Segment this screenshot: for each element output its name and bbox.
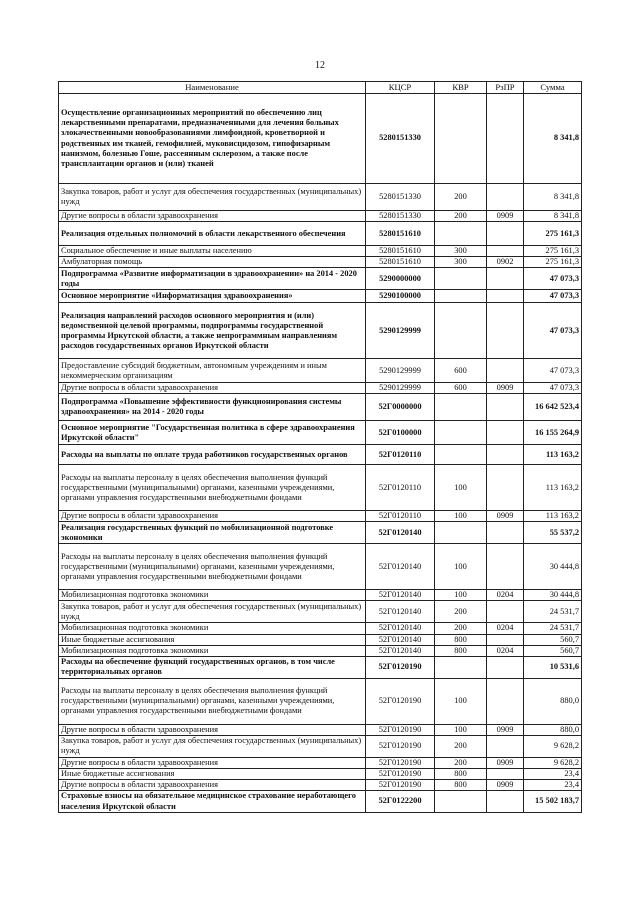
table-row [59, 445, 582, 465]
cell-sum: 880,0 [524, 678, 582, 724]
cell-kcsr: 52Г0120140 [366, 601, 435, 623]
cell-sum: 47 073,3 [524, 268, 582, 290]
table-row [59, 757, 582, 768]
cell-kvr [435, 656, 487, 678]
table-row [59, 791, 582, 813]
header-kvr: КВР [435, 82, 487, 94]
cell-name: Закупка товаров, работ и услуг для обеспечения государственных (муниципальных) нужд [59, 184, 366, 211]
cell-sum: 8 341,8 [524, 184, 582, 211]
cell-rzpr: 0204 [487, 590, 524, 601]
table-body [59, 94, 582, 813]
cell-kvr: 200 [435, 623, 487, 634]
cell-name: Реализация государственных функций по мобилизационной подготовке экономики [59, 522, 366, 544]
table-row [59, 522, 582, 544]
cell-kvr [435, 94, 487, 184]
cell-kcsr: 52Г0120110 [366, 465, 435, 511]
cell-sum: 16 155 264,9 [524, 421, 582, 445]
table-row [59, 257, 582, 268]
cell-sum: 9 628,2 [524, 757, 582, 768]
cell-rzpr [487, 791, 524, 813]
cell-kvr [435, 522, 487, 544]
table-row [59, 511, 582, 522]
table-row [59, 268, 582, 290]
cell-kcsr: 5280151330 [366, 211, 435, 222]
cell-sum: 275 161,3 [524, 257, 582, 268]
cell-sum: 275 161,3 [524, 246, 582, 257]
cell-kvr: 300 [435, 246, 487, 257]
cell-name: Другие вопросы в области здравоохранения [59, 211, 366, 222]
cell-kcsr: 52Г0120110 [366, 445, 435, 465]
cell-kcsr: 5280151610 [366, 246, 435, 257]
cell-name: Основное мероприятие «Информатизация здравоохранения» [59, 290, 366, 303]
cell-sum: 16 642 523,4 [524, 394, 582, 421]
cell-name: Реализация направлений расходов основного мероприятия и (или) ведомственной целевой программы, подпрограммы государственной программы Иркутской области, а также непрограммным направлениям расходов государственных органов Иркутской области [59, 303, 366, 359]
cell-kcsr: 5290129999 [366, 359, 435, 383]
table-row [59, 359, 582, 383]
cell-rzpr [487, 522, 524, 544]
cell-sum: 560,7 [524, 634, 582, 645]
cell-name: Другие вопросы в области здравоохранения [59, 383, 366, 394]
cell-rzpr [487, 735, 524, 757]
cell-sum: 9 628,2 [524, 735, 582, 757]
table-row [59, 779, 582, 790]
cell-name: Основное мероприятие "Государственная политика в сфере здравоохранения Иркутской области" [59, 421, 366, 445]
cell-sum: 8 341,8 [524, 211, 582, 222]
table-row [59, 768, 582, 779]
cell-kvr [435, 394, 487, 421]
cell-kvr: 100 [435, 724, 487, 735]
cell-rzpr: 0909 [487, 211, 524, 222]
table-row [59, 465, 582, 511]
table-row [59, 656, 582, 678]
cell-kvr: 100 [435, 511, 487, 522]
cell-kcsr: 52Г0120140 [366, 645, 435, 656]
table-row [59, 246, 582, 257]
cell-rzpr [487, 94, 524, 184]
table-row [59, 222, 582, 246]
cell-rzpr [487, 678, 524, 724]
table-row [59, 211, 582, 222]
cell-kvr [435, 268, 487, 290]
table-row [59, 544, 582, 590]
cell-kcsr: 52Г0120140 [366, 590, 435, 601]
cell-kcsr: 5290129999 [366, 303, 435, 359]
cell-rzpr: 0902 [487, 257, 524, 268]
cell-kvr: 200 [435, 757, 487, 768]
cell-sum: 560,7 [524, 645, 582, 656]
cell-sum: 113 163,2 [524, 445, 582, 465]
cell-name: Другие вопросы в области здравоохранения [59, 511, 366, 522]
cell-sum: 30 444,8 [524, 590, 582, 601]
header-kcsr: КЦСР [366, 82, 435, 94]
cell-kvr: 100 [435, 544, 487, 590]
cell-kvr [435, 290, 487, 303]
cell-kcsr: 52Г0000000 [366, 394, 435, 421]
cell-kcsr: 52Г0120140 [366, 522, 435, 544]
cell-kcsr: 5290100000 [366, 290, 435, 303]
cell-name: Расходы на выплаты персоналу в целях обеспечения выполнения функций государственными (муниципальными) органами, казенными учреждениями, органами управления государственными внебюджетными фондами [59, 465, 366, 511]
cell-sum: 8 341,8 [524, 94, 582, 184]
table-row [59, 383, 582, 394]
cell-kcsr: 52Г0120190 [366, 757, 435, 768]
cell-kvr [435, 222, 487, 246]
cell-kcsr: 52Г0120140 [366, 544, 435, 590]
cell-name: Иные бюджетные ассигнования [59, 634, 366, 645]
cell-kvr: 600 [435, 383, 487, 394]
header-rzpr: РзПР [487, 82, 524, 94]
cell-kcsr: 52Г0120190 [366, 656, 435, 678]
table-row [59, 601, 582, 623]
cell-rzpr [487, 601, 524, 623]
table-row [59, 724, 582, 735]
cell-kvr: 800 [435, 645, 487, 656]
cell-kcsr: 5280151610 [366, 257, 435, 268]
cell-sum: 24 531,7 [524, 623, 582, 634]
table-row [59, 184, 582, 211]
page-number: 12 [315, 60, 325, 71]
cell-rzpr: 0204 [487, 645, 524, 656]
cell-sum: 47 073,3 [524, 303, 582, 359]
cell-rzpr [487, 445, 524, 465]
cell-rzpr [487, 768, 524, 779]
cell-rzpr [487, 222, 524, 246]
cell-rzpr: 0909 [487, 757, 524, 768]
cell-kvr [435, 445, 487, 465]
cell-kvr [435, 303, 487, 359]
cell-name: Страховые взносы на обязательное медицинское страхование неработающего населения Иркутской области [59, 791, 366, 813]
cell-rzpr: 0909 [487, 779, 524, 790]
cell-kcsr: 5280151610 [366, 222, 435, 246]
cell-kvr: 800 [435, 768, 487, 779]
cell-kcsr: 52Г0120140 [366, 634, 435, 645]
cell-name: Мобилизационная подготовка экономики [59, 645, 366, 656]
cell-rzpr: 0909 [487, 383, 524, 394]
cell-name: Амбулаторная помощь [59, 257, 366, 268]
cell-name: Подпрограмма «Повышение эффективности функционирования системы здравоохранения» на 2014 - 2020 годы [59, 394, 366, 421]
cell-sum: 113 163,2 [524, 465, 582, 511]
cell-name: Реализация отдельных полномочий в области лекарственного обеспечения [59, 222, 366, 246]
table-row [59, 421, 582, 445]
cell-kcsr: 52Г0120140 [366, 623, 435, 634]
cell-kvr: 100 [435, 465, 487, 511]
cell-name: Мобилизационная подготовка экономики [59, 623, 366, 634]
cell-rzpr [487, 290, 524, 303]
cell-sum: 47 073,3 [524, 359, 582, 383]
table-row [59, 94, 582, 184]
table-row [59, 590, 582, 601]
cell-rzpr [487, 303, 524, 359]
cell-sum: 30 444,8 [524, 544, 582, 590]
cell-rzpr: 0909 [487, 511, 524, 522]
cell-rzpr [487, 634, 524, 645]
cell-sum: 47 073,3 [524, 290, 582, 303]
cell-kcsr: 52Г0120190 [366, 768, 435, 779]
table-row [59, 394, 582, 421]
header-name: Наименование [59, 82, 366, 94]
cell-sum: 24 531,7 [524, 601, 582, 623]
cell-rzpr [487, 421, 524, 445]
cell-rzpr [487, 656, 524, 678]
table-row [59, 290, 582, 303]
table-row [59, 678, 582, 724]
cell-name: Закупка товаров, работ и услуг для обеспечения государственных (муниципальных) нужд [59, 735, 366, 757]
cell-kvr [435, 421, 487, 445]
cell-name: Закупка товаров, работ и услуг для обеспечения государственных (муниципальных) нужд [59, 601, 366, 623]
cell-sum: 275 161,3 [524, 222, 582, 246]
cell-rzpr [487, 544, 524, 590]
cell-name: Другие вопросы в области здравоохранения [59, 779, 366, 790]
cell-kvr: 200 [435, 735, 487, 757]
table-row [59, 634, 582, 645]
cell-rzpr [487, 394, 524, 421]
header-sum: Сумма [524, 82, 582, 94]
cell-kcsr: 52Г0120190 [366, 735, 435, 757]
cell-name: Расходы на выплаты персоналу в целях обеспечения выполнения функций государственными (муниципальными) органами, казенными учреждениями, органами управления государственными внебюджетными фондами [59, 544, 366, 590]
cell-kvr: 200 [435, 211, 487, 222]
cell-name: Осуществление организационных мероприятий по обеспечению лиц лекарственными препаратами, предназначенными для лечения больных злокачественными новообразованиями лимфоидной, кроветворной и родственных им тканей, гемофилией, муковисцидозом, гипофизарным нанизмом, болезнью Гоше, рассеянным склерозом, а также после трансплантации органов и (или) тканей [59, 94, 366, 184]
cell-sum: 15 502 183,7 [524, 791, 582, 813]
cell-kcsr: 5280151330 [366, 94, 435, 184]
cell-name: Другие вопросы в области здравоохранения [59, 757, 366, 768]
cell-kcsr: 52Г0120190 [366, 678, 435, 724]
table-header-row [59, 82, 582, 94]
cell-kvr: 800 [435, 634, 487, 645]
cell-kcsr: 5290129999 [366, 383, 435, 394]
cell-kcsr: 52Г0120190 [366, 779, 435, 790]
cell-kvr: 800 [435, 779, 487, 790]
cell-kcsr: 52Г0120190 [366, 724, 435, 735]
cell-sum: 47 073,3 [524, 383, 582, 394]
table-row [59, 623, 582, 634]
cell-kcsr: 52Г0122200 [366, 791, 435, 813]
cell-sum: 113 163,2 [524, 511, 582, 522]
cell-name: Иные бюджетные ассигнования [59, 768, 366, 779]
cell-rzpr: 0204 [487, 623, 524, 634]
cell-kvr: 600 [435, 359, 487, 383]
cell-rzpr [487, 268, 524, 290]
table-row [59, 303, 582, 359]
cell-sum: 23,4 [524, 768, 582, 779]
cell-rzpr: 0909 [487, 724, 524, 735]
cell-kcsr: 52Г0100000 [366, 421, 435, 445]
cell-kcsr: 52Г0120110 [366, 511, 435, 522]
cell-kcsr: 5290000000 [366, 268, 435, 290]
cell-name: Расходы на выплаты по оплате труда работников государственных органов [59, 445, 366, 465]
cell-sum: 880,0 [524, 724, 582, 735]
budget-table [58, 81, 582, 813]
cell-kvr [435, 791, 487, 813]
cell-rzpr [487, 465, 524, 511]
cell-name: Социальное обеспечение и иные выплаты населению [59, 246, 366, 257]
cell-name: Подпрограмма «Развитие информатизации в здравоохранении» на 2014 - 2020 годы [59, 268, 366, 290]
cell-kvr: 100 [435, 590, 487, 601]
cell-sum: 55 537,2 [524, 522, 582, 544]
cell-rzpr [487, 184, 524, 211]
cell-name: Другие вопросы в области здравоохранения [59, 724, 366, 735]
cell-kvr: 200 [435, 184, 487, 211]
cell-name: Предоставление субсидий бюджетным, автономным учреждениям и иным некоммерческим организациям [59, 359, 366, 383]
table-row [59, 645, 582, 656]
cell-sum: 10 531,6 [524, 656, 582, 678]
cell-name: Мобилизационная подготовка экономики [59, 590, 366, 601]
cell-rzpr [487, 246, 524, 257]
cell-kvr: 100 [435, 678, 487, 724]
cell-rzpr [487, 359, 524, 383]
cell-name: Расходы на обеспечение функций государственных органов, в том числе территориальных органов [59, 656, 366, 678]
cell-sum: 23,4 [524, 779, 582, 790]
cell-kvr: 300 [435, 257, 487, 268]
cell-kcsr: 5280151330 [366, 184, 435, 211]
cell-kvr: 200 [435, 601, 487, 623]
cell-name: Расходы на выплаты персоналу в целях обеспечения выполнения функций государственными (муниципальными) органами, казенными учреждениями, органами управления государственными внебюджетными фондами [59, 678, 366, 724]
table-row [59, 735, 582, 757]
